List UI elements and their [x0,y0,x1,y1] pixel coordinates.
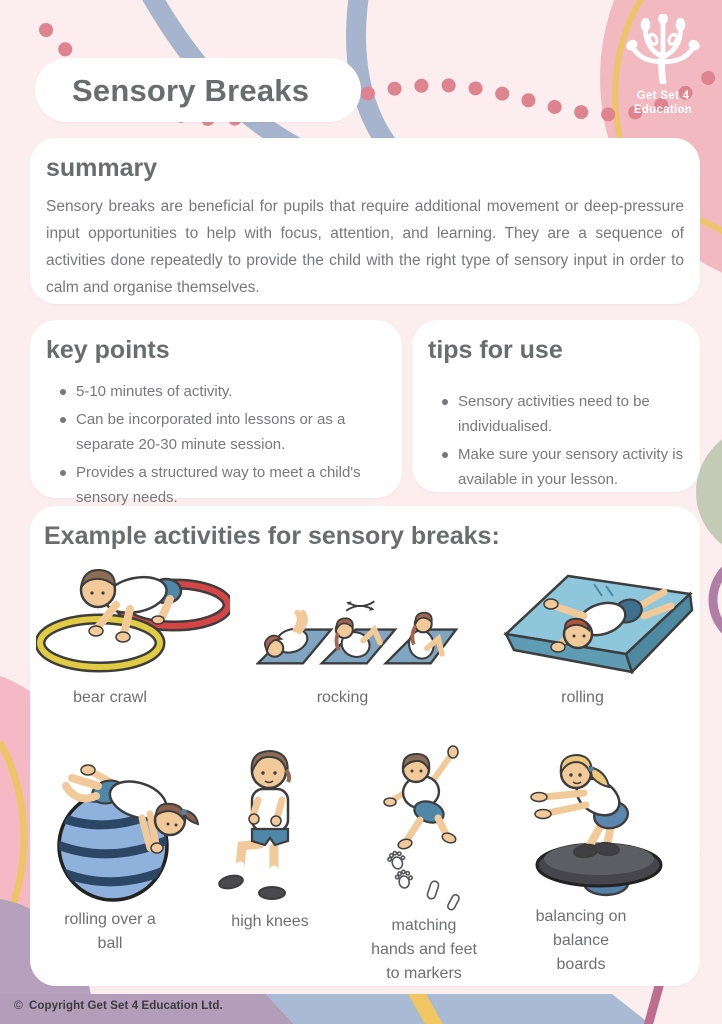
tips-card [412,320,700,492]
tip-item: Sensory activities need to be individualised. [442,389,690,439]
activity-label: high knees [231,913,309,930]
logo-text-line2: Education [633,104,693,116]
tips-heading: tips for use [428,336,563,364]
key-point-item: 5-10 minutes of activity. [60,379,392,404]
tips-list [442,389,690,492]
activity-label: matching hands and feet to markers [371,917,477,982]
copyright-text: Copyright Get Set 4 Education Ltd. [28,1000,223,1012]
matching-hands-and-feet-illustration [366,742,488,914]
copyright [14,998,223,1012]
balancing-on-balance-boards-illustration [514,745,679,907]
high-knees-illustration [212,742,327,904]
rolling-illustration [494,556,700,680]
mauve-ring [713,556,722,644]
activity-label: rolling over a ball [64,911,156,952]
title-card [35,58,361,122]
page-title: Sensory Breaks [72,73,310,108]
key-points-heading: key points [46,336,170,364]
logo-text-line1: Get Set 4 [636,90,690,102]
key-point-item: Can be incorporated into lessons or as a separate 20-30 minute session. [60,407,392,457]
key-point-item: Provides a structured way to meet a child's sensory needs. [60,460,392,510]
key-points-list [60,379,392,510]
tree-logo-icon [624,14,702,84]
summary-heading: summary [46,154,158,182]
activity-label: rolling [561,689,604,706]
summary-body: Sensory breaks are beneficial for pupils that require additional movement or deep-pressure input opportunities to help with focus, attention, and learning. They are a sequence of activities done repeatedly to provide the child with the right type of sensory input in order to calm and organise themselves. [46,198,684,296]
summary-card [30,138,700,304]
tip-item: Make sure your sensory activity is available in your lesson. [442,442,690,492]
logo [618,14,708,117]
footer-strip-blue [266,994,650,1024]
bear-crawl-illustration [36,553,230,681]
copyright-icon: © [14,998,23,1012]
rocking-illustration [256,566,458,678]
activity-label: balancing on balance boards [535,908,627,973]
activity-label: bear crawl [73,689,147,706]
activity-label: rocking [316,689,369,706]
examples-heading: Example activities for sensory breaks: [44,522,500,550]
key-points-card [30,320,402,506]
rolling-over-a-ball-illustration [38,752,210,904]
